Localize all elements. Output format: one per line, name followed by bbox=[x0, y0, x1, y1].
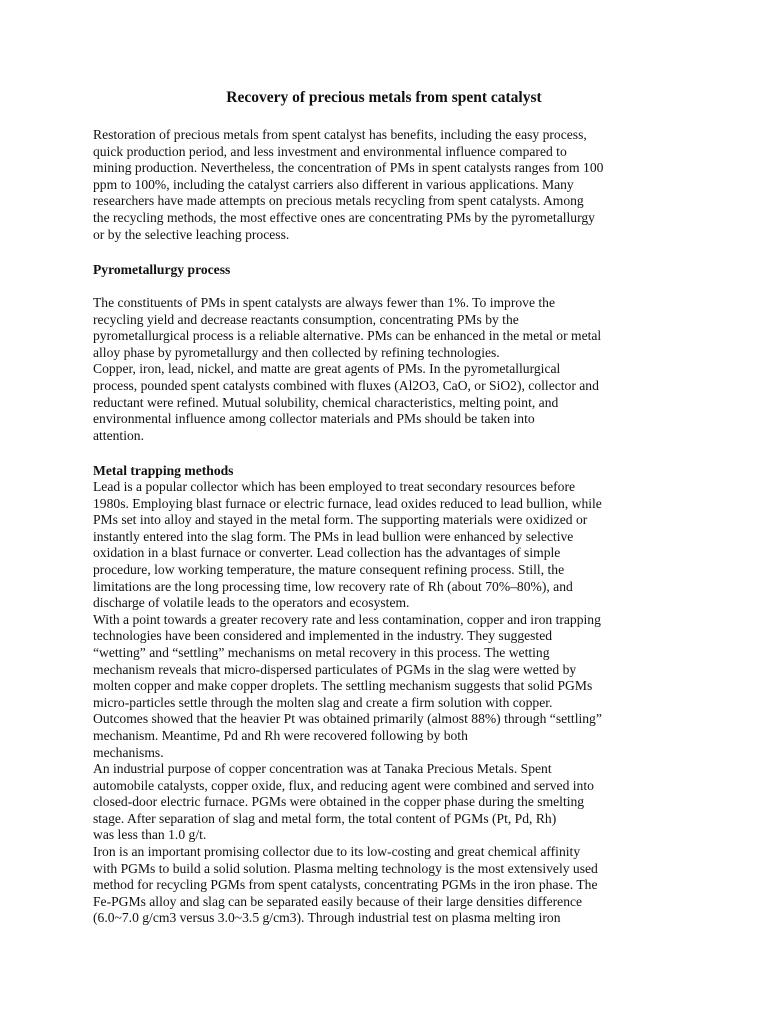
text-line: micro-particles settle through the molten slag and create a firm solution with copper. bbox=[93, 694, 553, 710]
text-line: oxidation in a blast furnace or converter. Lead collection has the advantages of simple bbox=[93, 545, 561, 561]
text-line: 1980s. Employing blast furnace or electric furnace, lead oxides reduced to lead bullion, while bbox=[93, 495, 602, 511]
text-line: mechanism. Meantime, Pd and Rh were recovered following by both bbox=[93, 727, 468, 743]
text-line: pyrometallurgical process is a reliable alternative. PMs can be enhanced in the metal or metal bbox=[93, 328, 602, 344]
text-line: discharge of volatile leads to the operators and ecosystem. bbox=[93, 595, 410, 611]
text-line: researchers have made attempts on precious metals recycling from spent catalysts. Among bbox=[93, 193, 584, 209]
intro-paragraph bbox=[93, 127, 653, 243]
text-line: molten copper and make copper droplets. The settling mechanism suggests that solid PGMs bbox=[93, 678, 593, 694]
text-line: procedure, low working temperature, the mature consequent refining process. Still, the bbox=[93, 561, 565, 577]
text-line: the recycling methods, the most effective ones are concentrating PMs by the pyrometallurgy bbox=[93, 209, 595, 225]
text-line: mechanism reveals that micro-dispersed particulates of PGMs in the slag were wetted by bbox=[93, 661, 577, 677]
text-line: “wetting” and “settling” mechanisms on metal recovery in this process. The wetting bbox=[93, 644, 550, 660]
document-title: Recovery of precious metals from spent catalyst bbox=[226, 89, 542, 106]
text-line: quick production period, and less investment and environmental influence compared to bbox=[93, 143, 567, 159]
text-line: Fe-PGMs alloy and slag can be separated easily because of their large densities difference bbox=[93, 893, 583, 909]
text-line: mechanisms. bbox=[93, 744, 164, 760]
text-line: Restoration of precious metals from spent catalyst has benefits, including the easy process, bbox=[93, 127, 587, 142]
metal-trapping-paragraph bbox=[93, 479, 653, 927]
section-heading-pyrometallurgy: Pyrometallurgy process bbox=[93, 262, 231, 277]
text-line: Iron is an important promising collector due to its low-costing and great chemical affinity bbox=[93, 844, 581, 860]
text-line: recycling yield and decrease reactants consumption, concentrating PMs by the bbox=[93, 311, 519, 327]
text-line: stage. After separation of slag and metal form, the total content of PGMs (Pt, Pd, Rh) bbox=[93, 810, 557, 826]
text-line: attention. bbox=[93, 427, 144, 443]
pyrometallurgy-paragraph bbox=[93, 295, 653, 444]
text-line: automobile catalysts, copper oxide, flux, and reducing agent were combined and served into bbox=[93, 777, 594, 793]
text-line: PMs set into alloy and stayed in the metal form. The supporting materials were oxidized or bbox=[93, 512, 588, 528]
text-line: ppm to 100%, including the catalyst carriers also different in various applications. Many bbox=[93, 176, 574, 192]
text-line: mining production. Nevertheless, the concentration of PMs in spent catalysts ranges from 100 bbox=[93, 160, 604, 176]
text-line: Outcomes showed that the heavier Pt was obtained primarily (almost 88%) through “settling” bbox=[93, 711, 602, 727]
text-line: environmental influence among collector materials and PMs should be taken into bbox=[93, 411, 535, 427]
text-line: The constituents of PMs in spent catalysts are always fewer than 1%. To improve the bbox=[93, 295, 556, 310]
text-line: process, pounded spent catalysts combined with fluxes (Al2O3, CaO, or SiO2), collector and bbox=[93, 377, 599, 393]
text-line: or by the selective leaching process. bbox=[93, 226, 290, 242]
text-line: closed-door electric furnace. PGMs were obtained in the copper phase during the smelting bbox=[93, 794, 585, 810]
text-line: was less than 1.0 g/t. bbox=[93, 827, 207, 843]
text-line: Copper, iron, lead, nickel, and matte are great agents of PMs. In the pyrometallurgical bbox=[93, 361, 561, 377]
text-line: alloy phase by pyrometallurgy and then collected by refining technologies. bbox=[93, 344, 500, 360]
text-line: reductant were refined. Mutual solubility, chemical characteristics, melting point, and bbox=[93, 394, 559, 410]
text-line: method for recycling PGMs from spent catalysts, concentrating PGMs in the iron phase. The bbox=[93, 877, 598, 893]
text-line: with PGMs to build a solid solution. Plasma melting technology is the most extensively used bbox=[93, 860, 598, 876]
text-line: instantly entered into the slag form. The PMs in lead bullion were enhanced by selective bbox=[93, 528, 574, 544]
text-line: Lead is a popular collector which has been employed to treat secondary resources before bbox=[93, 479, 576, 494]
text-line: limitations are the long processing time, low recovery rate of Rh (about 70%–80%), and bbox=[93, 578, 573, 594]
text-line: With a point towards a greater recovery rate and less contamination, copper and iron trapping bbox=[93, 611, 601, 627]
section-heading-metal-trapping: Metal trapping methods bbox=[93, 463, 234, 478]
text-line: (6.0~7.0 g/cm3 versus 3.0~3.5 g/cm3). Through industrial test on plasma melting iron bbox=[93, 910, 561, 926]
text-line: technologies have been considered and implemented in the industry. They suggested bbox=[93, 628, 553, 644]
text-line: An industrial purpose of copper concentration was at Tanaka Precious Metals. Spent bbox=[93, 761, 552, 777]
